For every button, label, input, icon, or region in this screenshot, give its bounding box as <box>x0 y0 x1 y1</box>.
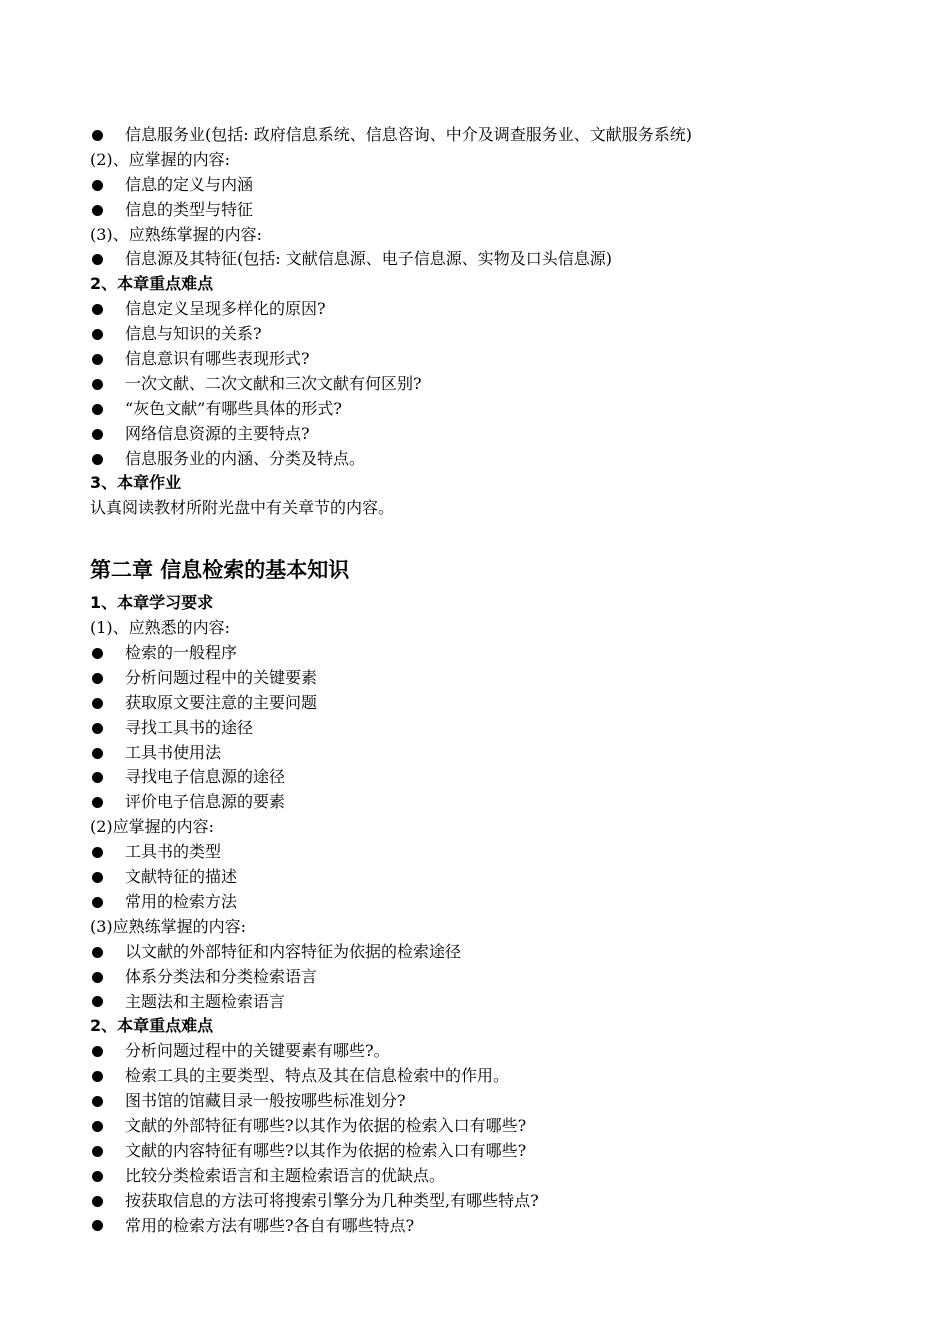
bullet-text: 分析问题过程中的关键要素 <box>125 667 318 687</box>
bullet-text: 工具书的类型 <box>125 842 222 862</box>
bullet-text: 网络信息资源的主要特点? <box>125 423 310 443</box>
bullet-item <box>90 765 890 790</box>
bullet-icon <box>92 847 103 858</box>
bullet-text: 文献的外部特征有哪些?以其作为依据的检索入口有哪些? <box>125 1115 527 1135</box>
bullet-icon <box>92 1220 103 1231</box>
bullet-icon <box>92 648 103 659</box>
section-heading: 2、本章重点难点 <box>90 274 214 294</box>
bullet-icon <box>92 454 103 465</box>
text-line: (2)、应掌握的内容: <box>90 149 231 169</box>
bullet-icon <box>92 772 103 783</box>
bullet-item <box>90 198 890 223</box>
bullet-icon <box>92 723 103 734</box>
text-line: 认真阅读教材所附光盘中有关章节的内容。 <box>90 498 395 518</box>
bullet-text: 工具书使用法 <box>125 742 222 762</box>
chapter1-continued-section <box>90 123 890 521</box>
bullet-icon <box>92 897 103 908</box>
section-heading: 3、本章作业 <box>90 473 182 493</box>
bullet-item <box>90 641 890 666</box>
bullet-item <box>90 1114 890 1139</box>
bullet-text: 文献的内容特征有哪些?以其作为依据的检索入口有哪些? <box>125 1140 527 1160</box>
bullet-item <box>90 741 890 766</box>
bullet-text: 评价电子信息源的要素 <box>125 792 286 812</box>
bullet-item <box>90 173 890 198</box>
bullet-item <box>90 990 890 1015</box>
bullet-icon <box>92 1146 103 1157</box>
text-line: (2)应掌握的内容: <box>90 817 215 837</box>
bullet-text: 检索的一般程序 <box>125 643 238 663</box>
bullet-item <box>90 1214 890 1239</box>
bullet-text: 信息的类型与特征 <box>125 199 254 219</box>
bullet-item <box>90 247 890 272</box>
bullet-icon <box>92 1071 103 1082</box>
bullet-icon <box>92 429 103 440</box>
bullet-icon <box>92 996 103 1007</box>
bullet-icon <box>92 1046 103 1057</box>
bullet-text: 信息的定义与内涵 <box>125 174 254 194</box>
bullet-icon <box>92 1196 103 1207</box>
bullet-text: 体系分类法和分类检索语言 <box>125 966 318 986</box>
bullet-item <box>90 372 890 397</box>
bullet-icon <box>92 748 103 759</box>
bullet-item <box>90 890 890 915</box>
bullet-text: 信息源及其特征(包括: 文献信息源、电子信息源、实物及口头信息源) <box>125 249 612 269</box>
bullet-item <box>90 1139 890 1164</box>
bullet-item <box>90 1064 890 1089</box>
bullet-icon <box>92 797 103 808</box>
bullet-item <box>90 447 890 472</box>
bullet-icon <box>92 404 103 415</box>
bullet-item <box>90 691 890 716</box>
bullet-item <box>90 840 890 865</box>
bullet-item <box>90 397 890 422</box>
bullet-item <box>90 716 890 741</box>
bullet-text: 寻找工具书的途径 <box>125 717 254 737</box>
bullet-item <box>90 666 890 691</box>
bullet-icon <box>92 180 103 191</box>
bullet-text: 信息服务业(包括: 政府信息系统、信息咨询、中介及调查服务业、文献服务系统) <box>125 125 692 144</box>
text-line: (3)、应熟练掌握的内容: <box>90 224 263 244</box>
bullet-item <box>90 297 890 322</box>
bullet-text: 文献特征的描述 <box>125 867 238 887</box>
bullet-icon <box>92 254 103 265</box>
bullet-icon <box>92 205 103 216</box>
bullet-text: 分析问题过程中的关键要素有哪些?。 <box>125 1041 390 1061</box>
bullet-icon <box>92 972 103 983</box>
bullet-icon <box>92 1171 103 1182</box>
bullet-text: 信息与知识的关系? <box>125 324 262 344</box>
bullet-icon <box>92 673 103 684</box>
bullet-text: 常用的检索方法有哪些?各自有哪些特点? <box>125 1215 415 1235</box>
bullet-item <box>90 790 890 815</box>
chapter2-section <box>90 591 890 1238</box>
bullet-item <box>90 865 890 890</box>
bullet-icon <box>92 379 103 390</box>
bullet-item <box>90 1039 890 1064</box>
bullet-item <box>90 322 890 347</box>
bullet-text: 比较分类检索语言和主题检索语言的优缺点。 <box>125 1165 446 1185</box>
bullet-text: 常用的检索方法 <box>125 891 238 911</box>
bullet-item <box>90 422 890 447</box>
document-page <box>90 123 890 1238</box>
bullet-text: 图书馆的馆藏目录一般按哪些标准划分? <box>125 1091 406 1111</box>
bullet-item <box>90 1189 890 1214</box>
section-heading: 1、本章学习要求 <box>90 593 214 613</box>
text-line: (3)应熟练掌握的内容: <box>90 916 247 936</box>
bullet-item <box>90 1089 890 1114</box>
bullet-text: 主题法和主题检索语言 <box>125 991 286 1011</box>
bullet-item <box>90 965 890 990</box>
bullet-text: 信息意识有哪些表现形式? <box>125 349 310 369</box>
bullet-text: 一次文献、二次文献和三次文献有何区别? <box>125 373 422 393</box>
text-line: (1)、应熟悉的内容: <box>90 618 231 638</box>
bullet-item <box>90 1164 890 1189</box>
chapter-heading: 第二章 信息检索的基本知识 <box>90 558 350 583</box>
bullet-text: “灰色文献”有哪些具体的形式? <box>125 398 342 418</box>
bullet-item <box>90 347 890 372</box>
bullet-text: 获取原文要注意的主要问题 <box>125 692 318 712</box>
bullet-icon <box>92 947 103 958</box>
bullet-icon <box>92 1096 103 1107</box>
bullet-item <box>90 123 890 148</box>
bullet-icon <box>92 354 103 365</box>
section-heading: 2、本章重点难点 <box>90 1016 214 1036</box>
bullet-text: 信息服务业的内涵、分类及特点。 <box>125 448 366 468</box>
bullet-text: 寻找电子信息源的途径 <box>125 767 286 787</box>
bullet-icon <box>92 698 103 709</box>
bullet-icon <box>92 1121 103 1132</box>
bullet-icon <box>92 872 103 883</box>
bullet-text: 信息定义呈现多样化的原因? <box>125 299 326 319</box>
bullet-item <box>90 940 890 965</box>
bullet-text: 按获取信息的方法可将搜索引擎分为几种类型,有哪些特点? <box>125 1190 539 1210</box>
bullet-text: 检索工具的主要类型、特点及其在信息检索中的作用。 <box>125 1066 510 1086</box>
bullet-icon <box>92 130 103 141</box>
bullet-text: 以文献的外部特征和内容特征为依据的检索途径 <box>125 941 462 961</box>
bullet-icon <box>92 304 103 315</box>
bullet-icon <box>92 329 103 340</box>
